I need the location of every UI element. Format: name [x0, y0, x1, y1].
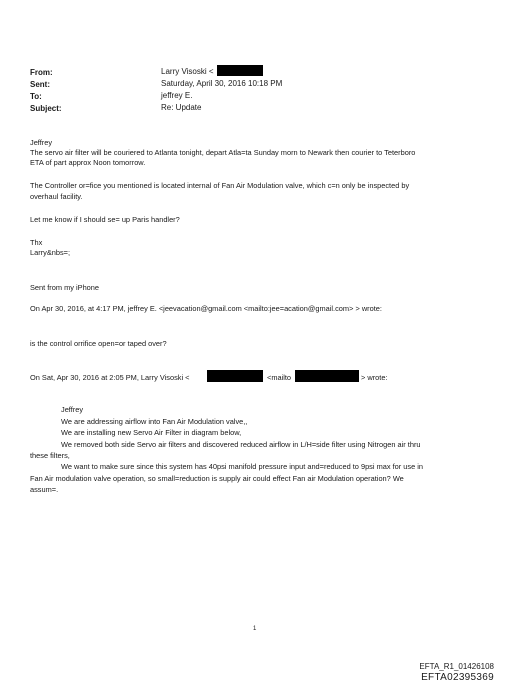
redaction-box: [295, 370, 359, 382]
quote2-line1: We are addressing airflow into Fan Air Modulation valve,,: [61, 417, 248, 426]
quote1-intro: On Apr 30, 2016, at 4:17 PM, jeffrey E. <jeevacation@gmail.com <mailto:jee=acation@gmail.com> > wrote:: [30, 304, 382, 313]
to-value: jeffrey E.: [161, 91, 193, 100]
quote2-intro-mailto: <mailto: [267, 373, 292, 382]
redaction-box: [217, 65, 263, 76]
sent-value: Saturday, April 30, 2016 10:18 PM: [161, 79, 283, 88]
para2-line2: overhaul facility.: [30, 192, 83, 201]
quote2-intro-suffix: > wrote:: [361, 373, 388, 382]
quote2-line7: assum=.: [30, 485, 59, 494]
sent-from-line: Sent from my iPhone: [30, 283, 100, 292]
quote2-line6: Fan Air modulation valve operation, so small=reduction is supply air could effect Fan air Modulation operation? We: [30, 474, 404, 483]
quote2-greeting: Jeffrey: [61, 405, 84, 414]
quote1-body: is the control orrifice open=or taped over?: [30, 339, 167, 348]
from-name: Larry Visoski <: [161, 67, 214, 76]
quote2-intro: [30, 373, 189, 383]
quote2-line2: We are installing new Servo Air Filter in diagram below,: [61, 428, 242, 437]
footer-ref-2: EFTA02395369: [421, 672, 494, 683]
para2-line1: The Controller or=fice you mentioned is located internal of Fan Air Modulation valve, which c=n only be inspected by: [30, 181, 410, 190]
sign-name: Larry&nbs=;: [30, 248, 71, 257]
quote2-line4: these filters,: [30, 451, 70, 460]
quote2-line5: We want to make sure since this system has 40psi manifold pressure input and=reduced to 9psi max for use in: [61, 462, 423, 471]
page-number: 1: [253, 626, 257, 632]
sent-label: Sent:: [30, 80, 50, 89]
footer-ref-1: EFTA_R1_01426108: [419, 662, 494, 671]
to-label: To:: [30, 92, 42, 101]
quote2-line3: We removed both side Servo air filters and discovered reduced airflow in L/H=side filter using Nitrogen air thru: [61, 440, 421, 449]
greeting: Jeffrey: [30, 138, 53, 147]
quote2-intro-prefix: On Sat, Apr 30, 2016 at 2:05 PM, Larry Visoski <: [30, 373, 190, 382]
para1-line2: ETA of part approx Noon tomorrow.: [30, 158, 146, 167]
sign-thx: Thx: [30, 238, 43, 247]
from-label: From:: [30, 68, 53, 77]
para1-line1: The servo air filter will be couriered to Atlanta tonight, depart Atla=ta Sunday morn to Newark then courier to Teterboro: [30, 148, 416, 157]
redaction-box: [207, 370, 263, 382]
subject-label: Subject:: [30, 104, 62, 113]
para3: Let me know if I should se= up Paris handler?: [30, 215, 180, 224]
subject-value: Re: Update: [161, 103, 202, 112]
